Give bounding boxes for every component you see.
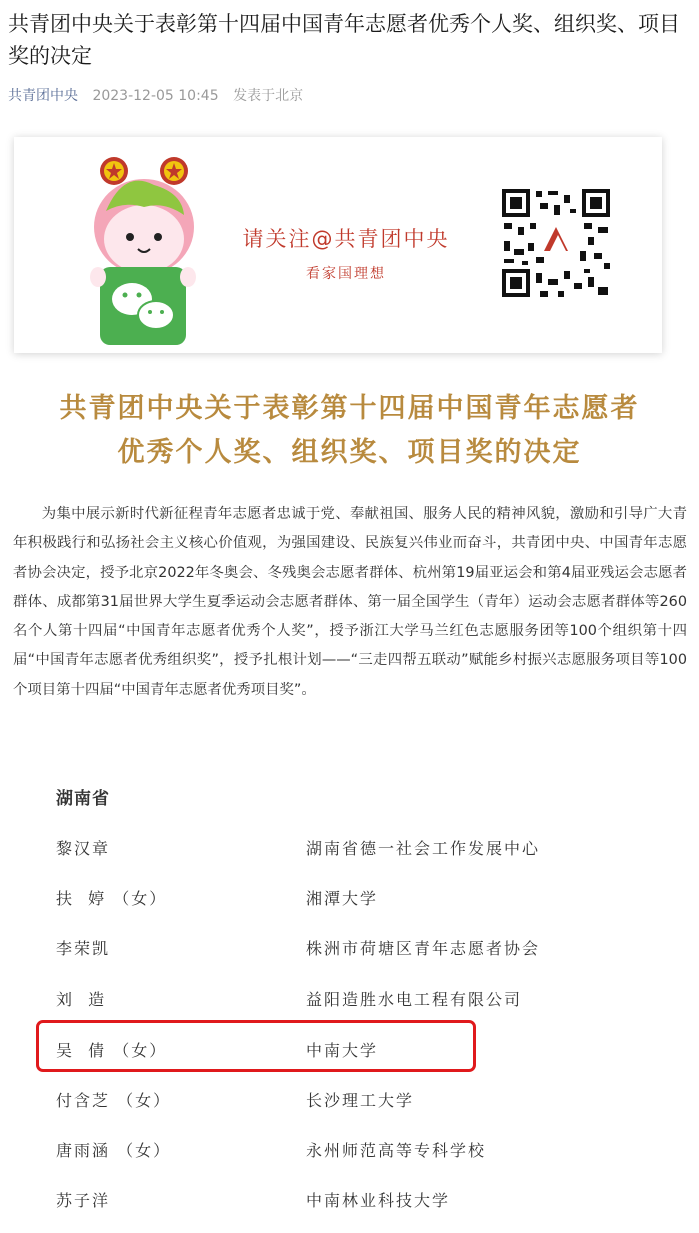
awardee-org: 中南大学 [306,1041,379,1060]
list-item [0,1188,699,1218]
awardee-org: 益阳造胜水电工程有限公司 [306,990,523,1009]
qr-code-icon[interactable] [500,187,612,299]
mascot-icon [84,149,204,349]
awardee-name: 吴 倩 （女） [56,1041,168,1060]
follow-text: 请关注@共青团中央 [242,227,450,251]
slogan-text: 看家国理想 [306,266,386,282]
awardee-org: 株洲市荷塘区青年志愿者协会 [306,939,541,958]
awardee-name: 李荣凯 [56,939,111,958]
awardee-name: 刘 造 [56,990,107,1009]
intro-paragraph: 为集中展示新时代新征程青年志愿者忠诚于党、奉献祖国、服务人民的精神风貌，激励和引导广大青年积极践行和弘扬社会主义核心价值观，为强国建设、民族复兴伟业而奋斗，共青团中央、中国青年志愿者协会决定，授予北京2022年冬奥会、冬残奥会志愿者群体、杭州第19届亚运会和第4届亚残运会志愿者群体、成都第31届世界大学生夏季运动会志愿者群体、第一届全国学生（青年）运动会志愿者群体等260名个人第十四届“中国青年志愿者优秀个人奖”，授予浙江大学马兰红色志愿服务团等100个组织第十四届“中国青年志愿者优秀组织奖”，授予扎根计划——“三走四帮五联动”赋能乡村振兴志愿服务项目等100个项目第十四届“中国青年志愿者优秀项目奖”。 [13,506,687,698]
article-title: 共青团中央关于表彰第十四届中国青年志愿者优秀个人奖、组织奖、项目奖的决定 [8,12,680,68]
awardee-org: 中南林业科技大学 [306,1191,451,1210]
list-item [0,1138,699,1168]
province-heading: 湖南省 [56,789,110,809]
awardee-org: 湖南省德一社会工作发展中心 [306,839,541,858]
list-item [0,836,699,866]
document-heading-line1: 共青团中央关于表彰第十四届中国青年志愿者 [59,393,640,424]
awardee-name: 唐雨涵 （女） [56,1141,172,1160]
awardee-name: 苏子洋 [56,1191,111,1210]
list-item [0,1088,699,1118]
follow-banner [14,137,662,353]
publish-location: 发表于北京 [233,88,304,104]
article-meta [8,86,303,106]
document-heading-line2: 优秀个人奖、组织奖、项目奖的决定 [117,437,582,468]
list-item [0,886,699,916]
publish-time: 2023-12-05 10:45 [92,88,219,104]
awardee-org: 长沙理工大学 [306,1091,415,1110]
awardee-name: 黎汉章 [56,839,111,858]
list-item [0,936,699,966]
awardee-name: 扶 婷 （女） [56,889,168,908]
awardee-name: 付含芝 （女） [56,1091,172,1110]
author-link[interactable]: 共青团中央 [8,88,78,104]
highlight-box [36,1020,476,1072]
list-item [0,987,699,1017]
awardee-org: 湘潭大学 [306,889,379,908]
awardee-org: 永州师范高等专科学校 [306,1141,487,1160]
